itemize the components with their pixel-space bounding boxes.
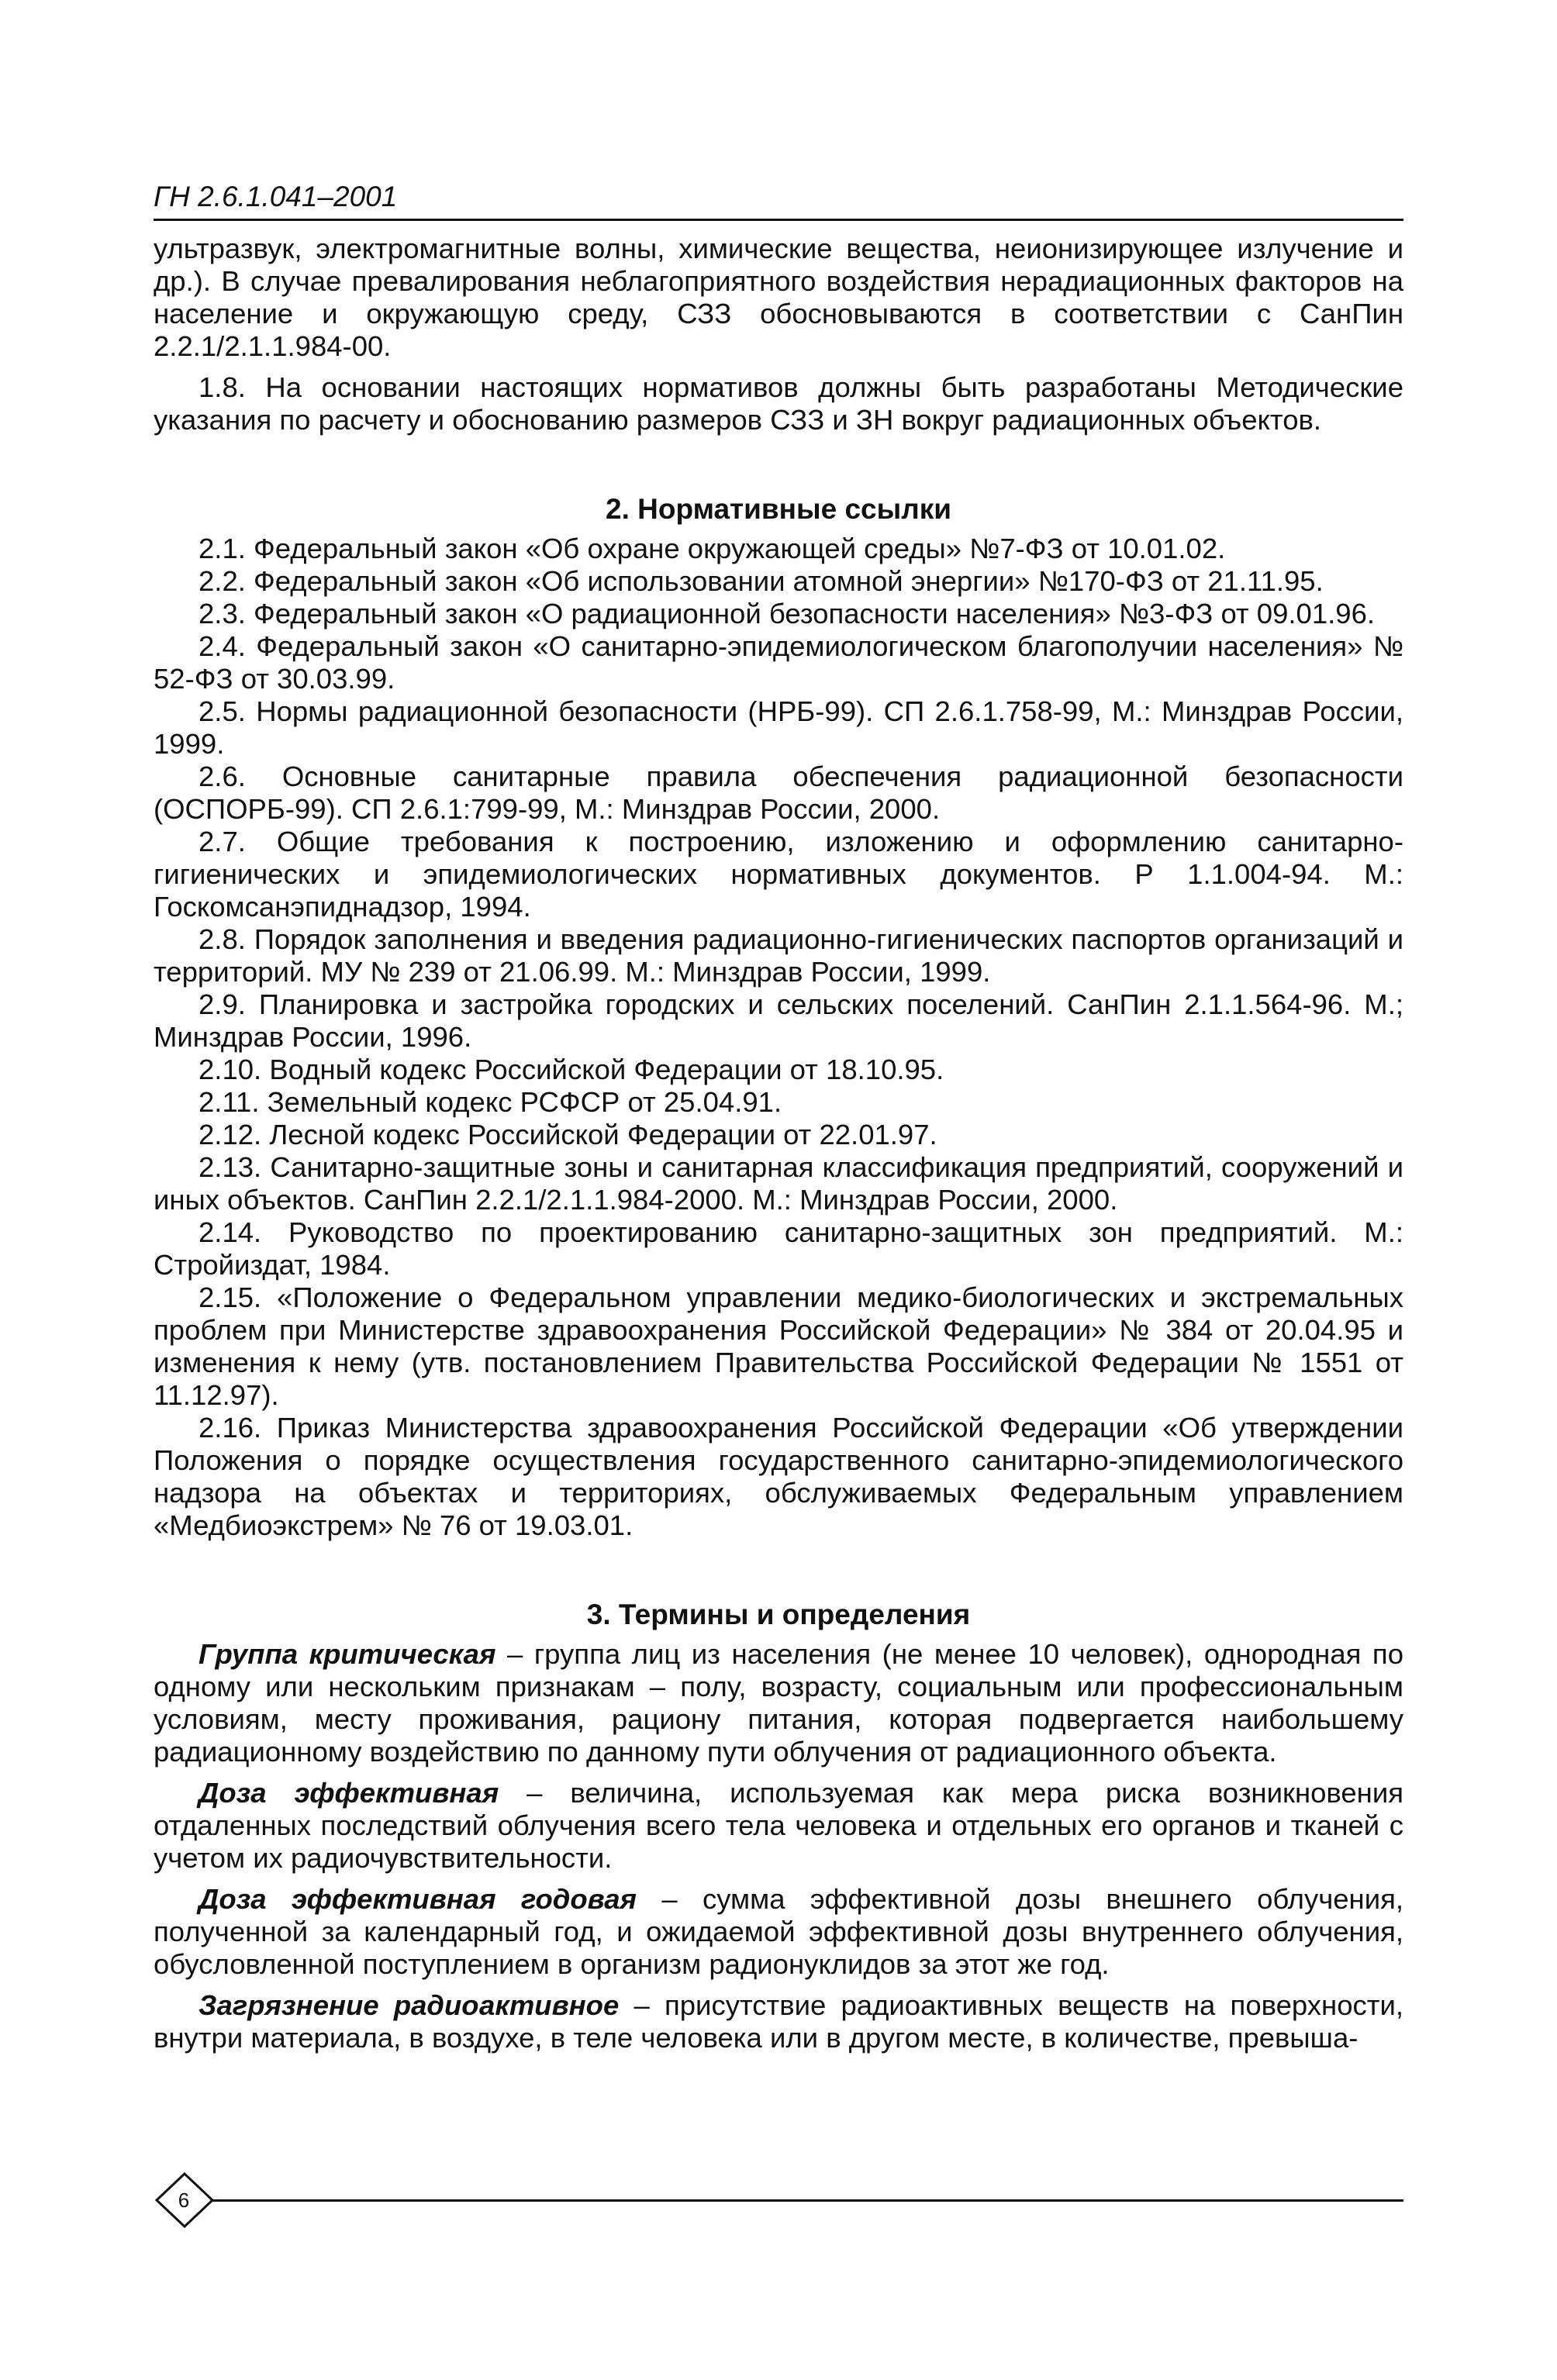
term-definition: – величина, используемая как мера риска возникновения отдаленных последствий облучения всего тела человека и отдельных его органов и тканей с учетом их радиочувствительности. [154,1777,1403,1874]
reference-item: 2.14. Руководство по проектированию санитарно-защитных зон предприятий. М.: Стройиздат, 1984. [154,1216,1403,1281]
term-definition: – присутствие радиоактивных веществ на поверхности, внутри материала, в воздухе, в теле человека или в другом месте, в количестве, превыша- [154,1989,1403,2054]
reference-item: 2.11. Земельный кодекс РСФСР от 25.04.91. [199,1086,782,1118]
reference-item: 2.16. Приказ Министерства здравоохранения Российской Федерации «Об утверждении Положения о порядке осуществления государственного санитарно-эпидемиологического надзора на объектах и территориях, обслуживаемых Федеральным управлением «Медбиоэкстрем» № 76 от 19.03.01. [154,1412,1403,1541]
clause-1-8: 1.8. На основании настоящих нормативов должны быть разработаны Методические указания по расчету и обоснованию размеров СЗЗ и ЗН вокруг радиационных объектов. [154,371,1403,436]
reference-item: 2.7. Общие требования к построению, изложению и оформлению санитарно-гигиенических и эпидемиологических нормативных документов. Р 1.1.004-94. М.: Госкомсанэпиднадзор, 1994. [154,826,1403,923]
term-label: Загрязнение радиоактивное [199,1989,620,2021]
reference-item: 2.4. Федеральный закон «О санитарно-эпидемиологическом благополучии населения» № 52-ФЗ от 30.03.99. [154,630,1403,695]
reference-item: 2.6. Основные санитарные правила обеспечения радиационной безопасности (ОСПОРБ-99). СП 2.6.1:799-99, М.: Минздрав России, 2000. [154,761,1403,825]
term-label: Группа критическая [199,1638,496,1670]
reference-item: 2.2. Федеральный закон «Об использовании атомной энергии» №170-ФЗ от 21.11.95. [199,565,1324,597]
definition-paragraph [154,1989,1403,2054]
page-number: 6 [178,2189,190,2212]
footer-rule [211,2199,1403,2202]
definition-paragraph [154,1638,1403,1768]
document-code: ГН 2.6.1.041–2001 [154,181,398,212]
definition-paragraph [154,1777,1403,1875]
reference-item: 2.1. Федеральный закон «Об охране окружающей среды» №7-ФЗ от 10.01.02. [199,533,1226,564]
page-content [154,233,1403,2054]
definition-paragraph [154,1883,1403,1981]
term-label: Доза эффективная [199,1777,499,1809]
page-footer [154,2171,1403,2233]
term-definition: – сумма эффективной дозы внешнего облучения, полученной за календарный год, и ожидаемой эффективной дозы внутреннего облучения, обусловленной поступлением в организм радионуклидов за этот же год. [154,1883,1403,1980]
reference-item: 2.5. Нормы радиационной безопасности (НРБ-99). СП 2.6.1.758-99, М.: Минздрав России, 1999. [154,695,1403,760]
intro-paragraph: ультразвук, электромагнитные волны, химические вещества, неионизирующее излучение и др.). В случае превалирования неблагоприятного воздействия нерадиационных факторов на население и окружающую среду, СЗЗ обосновываются в соответствии с СанПин 2.2.1/2.1.1.984-00. [154,233,1403,362]
section-2-heading: 2. Нормативные ссылки [606,493,951,525]
term-definition: – группа лиц из населения (не менее 10 человек), однородная по одному или нескольким признакам – полу, возрасту, социальным или профессиональным условиям, месту проживания, рациону питания, которая подвергается наибольшему радиационному воздействию по данному пути облучения от радиационного объекта. [154,1638,1403,1768]
reference-item: 2.13. Санитарно-защитные зоны и санитарная классификация предприятий, сооружений и иных объектов. СанПин 2.2.1/2.1.1.984-2000. М.: Минздрав России, 2000. [154,1151,1403,1216]
reference-item: 2.10. Водный кодекс Российской Федерации от 18.10.95. [199,1054,944,1085]
section-3-heading: 3. Термины и определения [586,1599,971,1630]
term-label: Доза эффективная годовая [199,1883,637,1915]
reference-item: 2.3. Федеральный закон «О радиационной безопасности населения» №3-ФЗ от 09.01.96. [199,598,1376,629]
reference-item: 2.9. Планировка и застройка городских и сельских поселений. СанПин 2.1.1.564-96. М.; Минздрав России, 1996. [154,988,1403,1053]
reference-item: 2.12. Лесной кодекс Российской Федерации от 22.01.97. [199,1119,937,1150]
header-rule [154,219,1403,221]
reference-item: 2.8. Порядок заполнения и введения радиационно-гигиенических паспортов организаций и территорий. МУ № 239 от 21.06.99. М.: Минздрав России, 1999. [154,923,1403,988]
page-header [154,180,1403,214]
reference-item: 2.15. «Положение о Федеральном управлении медико-биологических и экстремальных проблем при Министерстве здравоохранения Российской Федерации» № 384 от 20.04.95 и изменения к нему (утв. постановлением Правительства Российской Федерации № 1551 от 11.12.97). [154,1281,1403,1411]
